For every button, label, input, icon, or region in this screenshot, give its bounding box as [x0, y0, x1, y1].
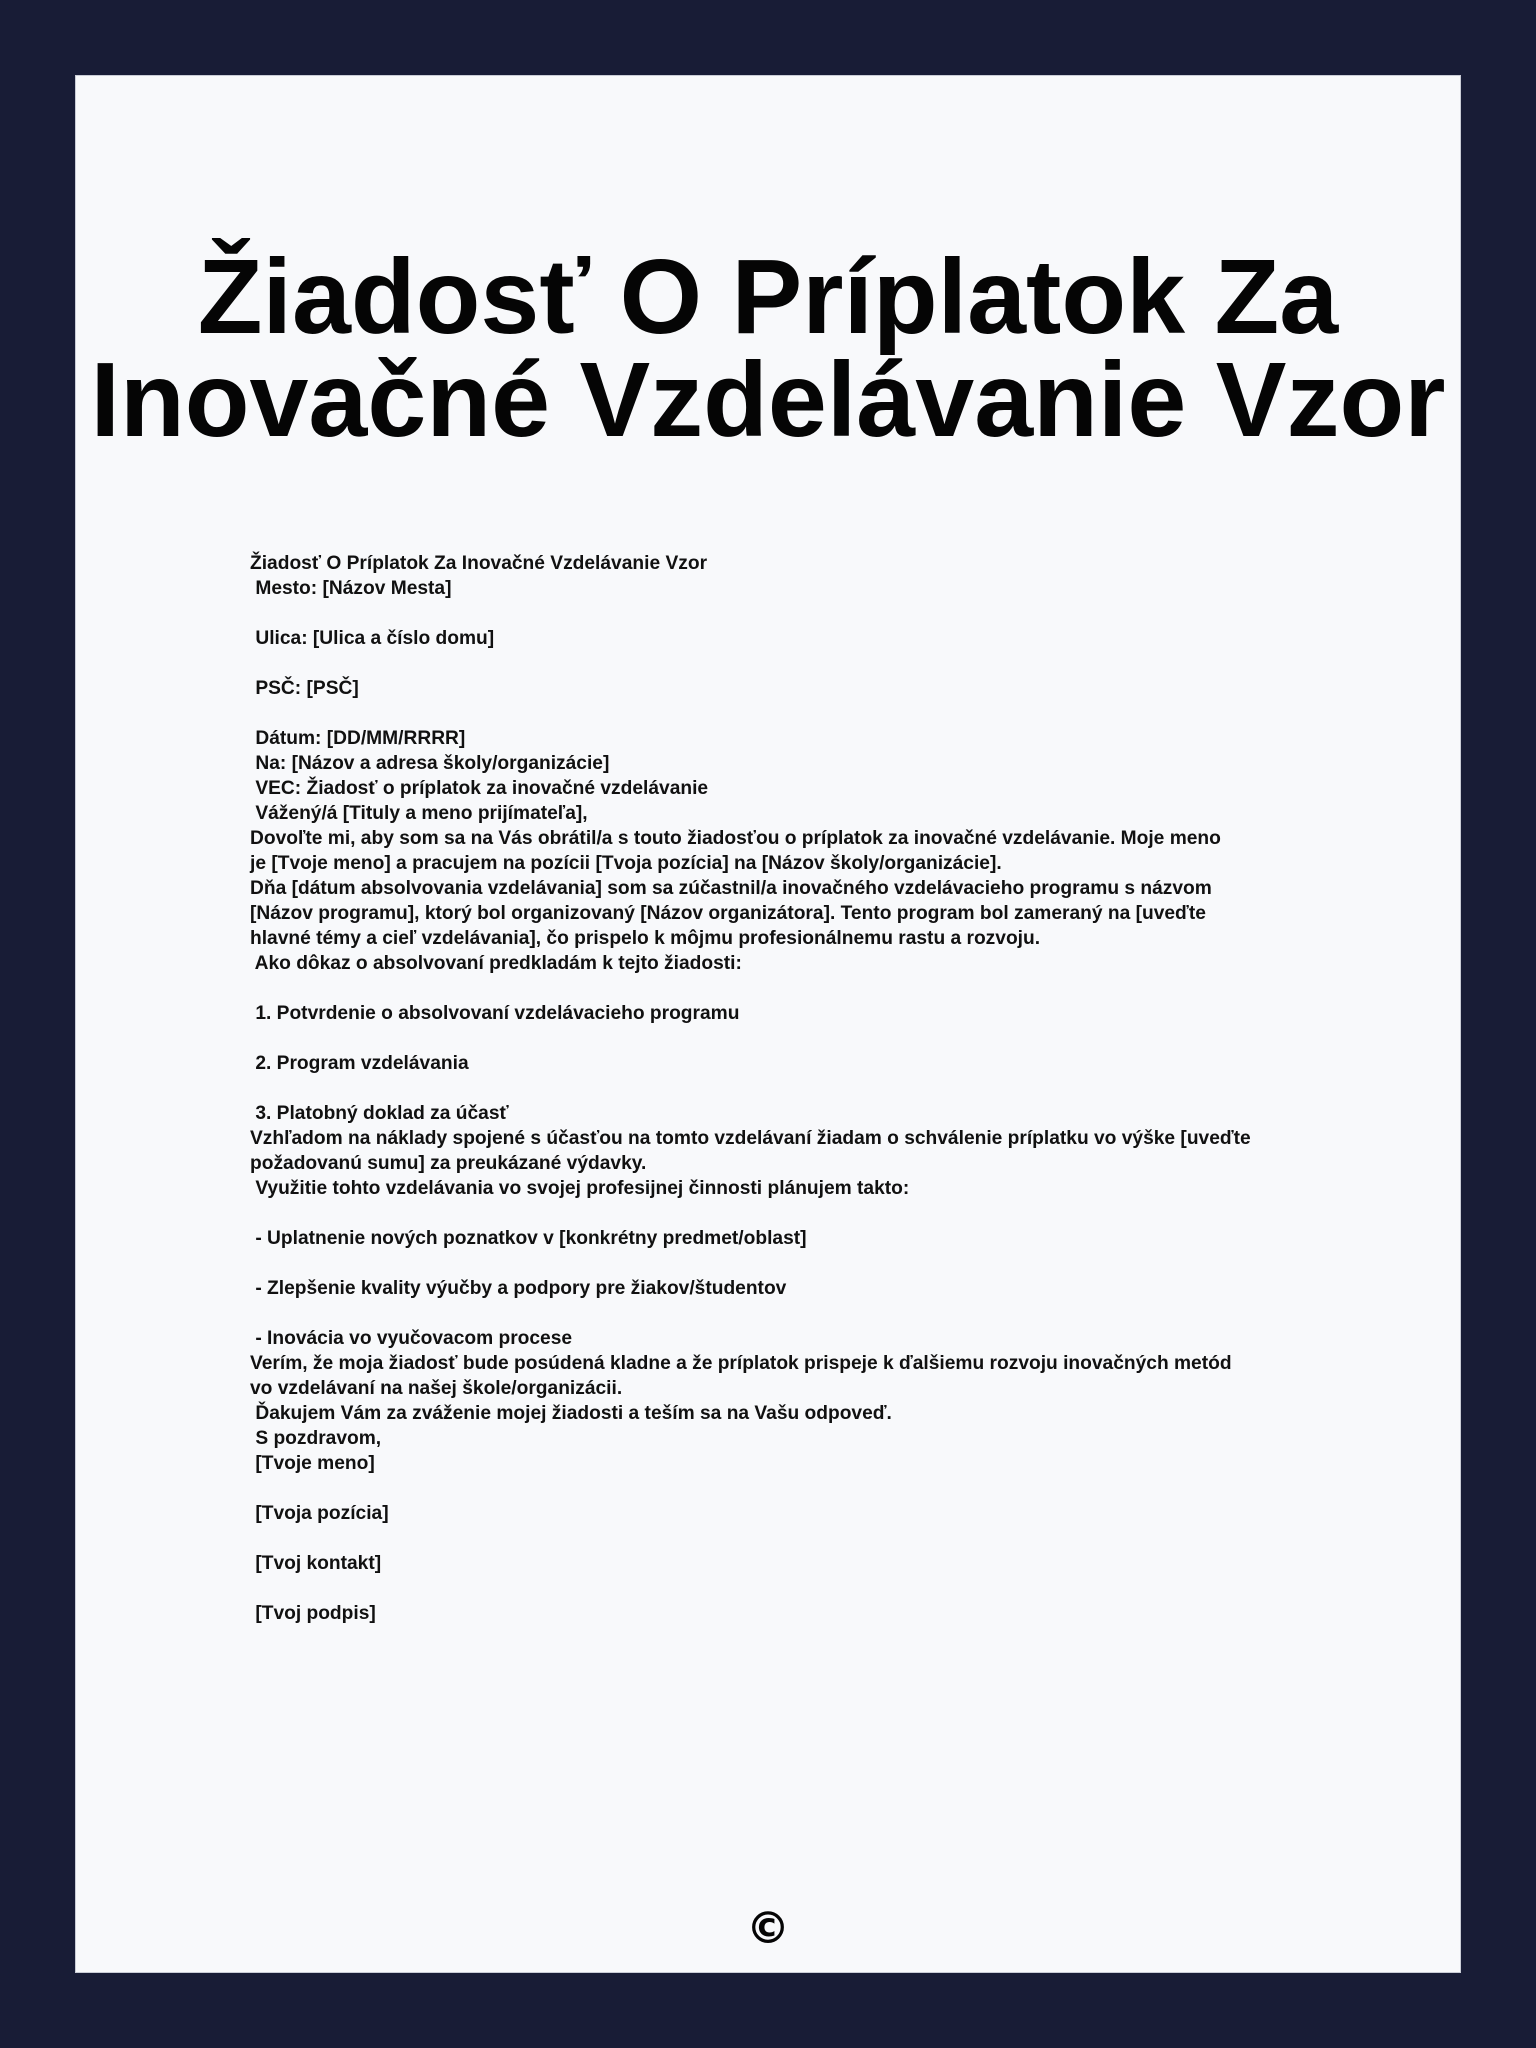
letter-line: hlavné témy a cieľ vzdelávania], čo prispelo k môjmu profesionálnemu rastu a rozvoju. [250, 928, 1041, 949]
letter-line: - Zlepšenie kvality výučby a podpory pre žiakov/študentov [250, 1278, 787, 1299]
letter-line: Na: [Názov a adresa školy/organizácie] [250, 753, 610, 774]
letter-line: Žiadosť O Príplatok Za Inovačné Vzdelávanie Vzor [250, 553, 708, 574]
letter-line: PSČ: [PSČ] [250, 678, 359, 699]
blank-line [250, 701, 1370, 726]
letter-line: Ulica: [Ulica a číslo domu] [250, 628, 495, 649]
blank-line [250, 1476, 1370, 1501]
letter-line: 3. Platobný doklad za účasť [250, 1103, 509, 1124]
letter-line: [Názov programu], ktorý bol organizovaný [Názov organizátora]. Tento program bol zameraný na [uveďte [250, 903, 1206, 924]
letter-line: Dovoľte mi, aby som sa na Vás obrátil/a s touto žiadosťou o príplatok za inovačné vzdelávanie. Moje meno [250, 828, 1221, 849]
title-line-1: Žiadosť O Príplatok Za [197, 238, 1339, 356]
letter-line: Vzhľadom na náklady spojené s účasťou na tomto vzdelávaní žiadam o schválenie príplatku vo výške [uveďte [250, 1128, 1251, 1149]
blank-line [250, 601, 1370, 626]
blank-line [250, 1076, 1370, 1101]
letter-line: [Tvoj kontakt] [250, 1553, 382, 1574]
letter-line: Ďakujem Vám za zváženie mojej žiadosti a teším sa na Vašu odpoveď. [250, 1403, 892, 1424]
letter-line: Verím, že moja žiadosť bude posúdená kladne a že príplatok prispeje k ďalšiemu rozvoju inovačných metód [250, 1353, 1232, 1374]
letter-line: 2. Program vzdelávania [250, 1053, 469, 1074]
blank-line [250, 1026, 1370, 1051]
letter-line: Vážený/á [Tituly a meno prijímateľa], [250, 803, 588, 824]
blank-line [250, 1251, 1370, 1276]
letter-line: Dátum: [DD/MM/RRRR] [250, 728, 466, 749]
letter-line: - Inovácia vo vyučovacom procese [250, 1328, 573, 1349]
blank-line [250, 1301, 1370, 1326]
letter-line: vo vzdelávaní na našej škole/organizácii. [250, 1378, 623, 1399]
blank-line [250, 1576, 1370, 1601]
letter-line: [Tvoje meno] [250, 1453, 375, 1474]
blank-line [250, 976, 1370, 1001]
letter-line: [Tvoja pozícia] [250, 1503, 389, 1524]
letter-line: S pozdravom, [250, 1428, 382, 1449]
copyright-icon: © [746, 1903, 790, 1954]
letter-line: Dňa [dátum absolvovania vzdelávania] som sa zúčastnil/a inovačného vzdelávacieho programu s názvom [250, 878, 1212, 899]
blank-line [250, 1201, 1370, 1226]
blank-line [250, 651, 1370, 676]
letter-line: [Tvoj podpis] [250, 1603, 376, 1624]
letter-line: - Uplatnenie nových poznatkov v [konkrétny predmet/oblast] [250, 1228, 807, 1249]
letter-line: Ako dôkaz o absolvovaní predkladám k tejto žiadosti: [250, 953, 742, 974]
letter-line: požadovanú sumu] za preukázané výdavky. [250, 1153, 647, 1174]
page-title [76, 238, 1460, 459]
document-page [75, 75, 1461, 1973]
title-line-2: Inovačné Vzdelávanie Vzor [90, 341, 1446, 459]
letter-line: 1. Potvrdenie o absolvovaní vzdelávacieho programu [250, 1003, 740, 1024]
blank-line [250, 1526, 1370, 1551]
letter-line: Využitie tohto vzdelávania vo svojej profesijnej činnosti plánujem takto: [250, 1178, 910, 1199]
letter-line: VEC: Žiadosť o príplatok za inovačné vzdelávanie [250, 778, 709, 799]
letter-body [250, 551, 1370, 1626]
letter-line: je [Tvoje meno] a pracujem na pozícii [Tvoja pozícia] na [Názov školy/organizácie]. [250, 853, 1002, 874]
letter-line: Mesto: [Názov Mesta] [250, 578, 452, 599]
